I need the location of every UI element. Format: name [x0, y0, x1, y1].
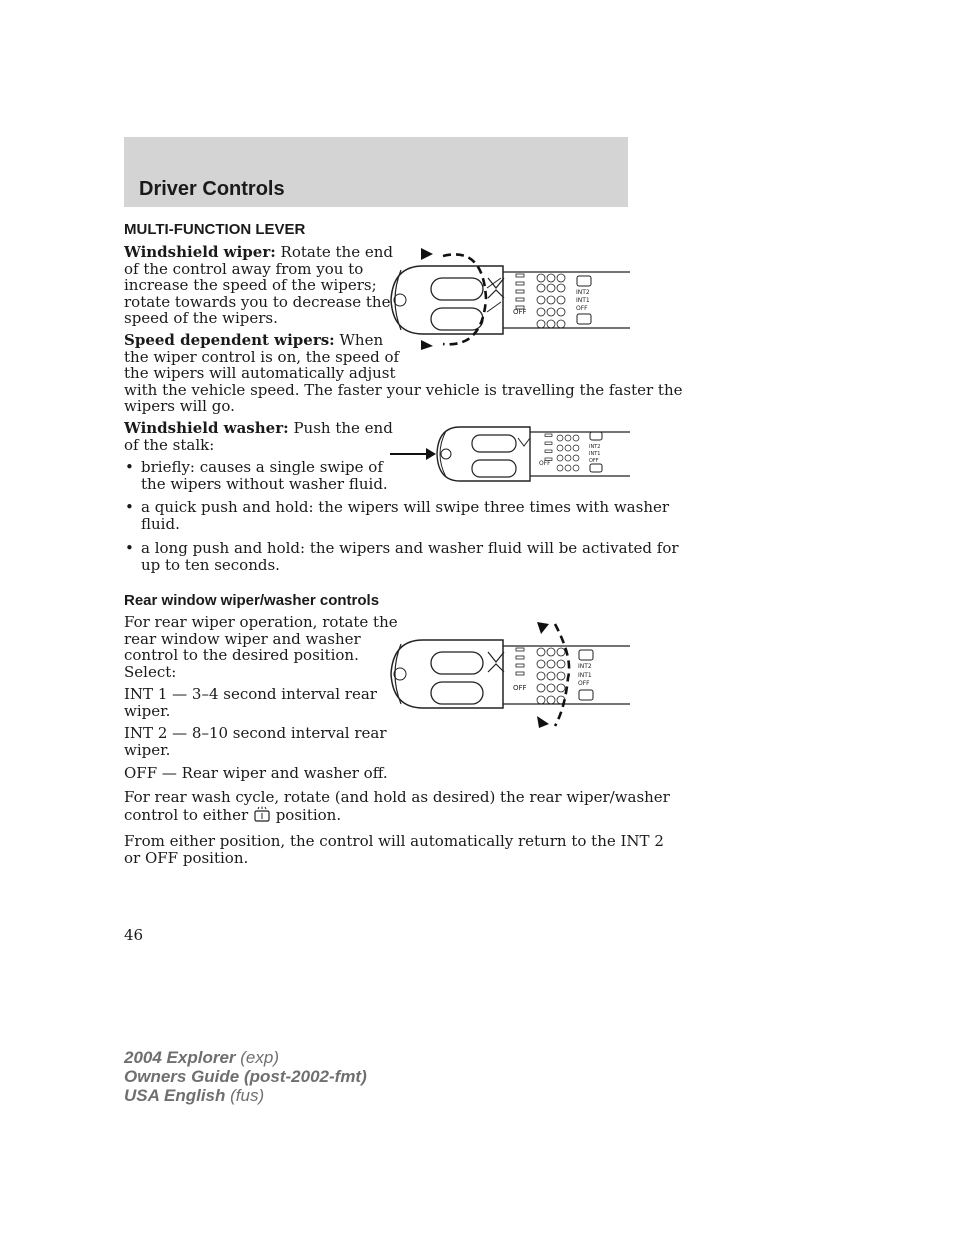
windshield-washer-label: Windshield washer:	[124, 419, 289, 437]
windshield-wiper-label: Windshield wiper:	[124, 243, 276, 261]
label-off-small: OFF	[589, 458, 599, 464]
rear-wiper-rotate-illustration	[383, 618, 630, 730]
windshield-washer-paragraph: Windshield washer: Push the end of the stalk:	[124, 419, 393, 454]
int2-paragraph: INT 2 — 8–10 second interval rear wiper.	[124, 724, 387, 759]
label-off: OFF	[513, 684, 527, 692]
section-heading-multi-function: MULTI-FUNCTION LEVER	[124, 221, 306, 238]
label-int1: INT1	[589, 451, 601, 457]
label-off: OFF	[539, 460, 551, 467]
wiper-stalk-push-illustration	[390, 422, 630, 488]
label-int1: INT1	[576, 297, 590, 304]
speed-dependent-paragraph: Speed dependent wipers: When the wiper control is on, the speed of the wipers will automatically adjust with the vehicle speed. The faster your vehicle is travelling the faster the wipers will go.	[124, 331, 683, 415]
return-paragraph: From either position, the control will automatically return to the INT 2 or OFF position.	[124, 832, 664, 867]
label-int2: INT2	[578, 663, 592, 670]
label-int2: INT2	[589, 444, 601, 450]
rear-intro-paragraph: For rear wiper operation, rotate the rear window wiper and washer control to the desired position. Select:	[124, 613, 398, 681]
list-item: • a long push and hold: the wipers and washer fluid will be activated for up to ten seconds.	[125, 539, 679, 574]
page-number: 46	[124, 926, 144, 944]
section-heading-rear-wiper: Rear window wiper/washer controls	[124, 592, 380, 609]
off-paragraph: OFF — Rear wiper and washer off.	[124, 764, 388, 782]
windshield-wiper-paragraph: Windshield wiper: Rotate the end of the control away from you to increase the speed of the wipers; rotate towards you to decrease the speed of the wipers.	[124, 243, 393, 327]
list-item: • a quick push and hold: the wipers will swipe three times with washer fluid.	[125, 498, 670, 533]
label-int2: INT2	[576, 289, 590, 296]
int1-paragraph: INT 1 — 3–4 second interval rear wiper.	[124, 685, 377, 720]
page-title: Driver Controls	[139, 178, 285, 200]
speed-dependent-label: Speed dependent wipers:	[124, 331, 335, 349]
label-int1: INT1	[578, 672, 592, 679]
label-off-small: OFF	[576, 305, 588, 312]
wiper-stalk-rotate-illustration	[383, 248, 630, 350]
document-footer: 2004 Explorer (exp) Owners Guide (post-2002-fmt) USA English (fus)	[124, 1048, 367, 1105]
label-off-small: OFF	[578, 680, 590, 687]
label-off: OFF	[513, 308, 527, 316]
list-item: • briefly: causes a single swipe of the wipers without washer fluid.	[125, 458, 388, 493]
rear-washer-icon	[253, 806, 271, 822]
rear-wash-paragraph: For rear wash cycle, rotate (and hold as desired) the rear wiper/washer control to either position.	[124, 788, 670, 824]
